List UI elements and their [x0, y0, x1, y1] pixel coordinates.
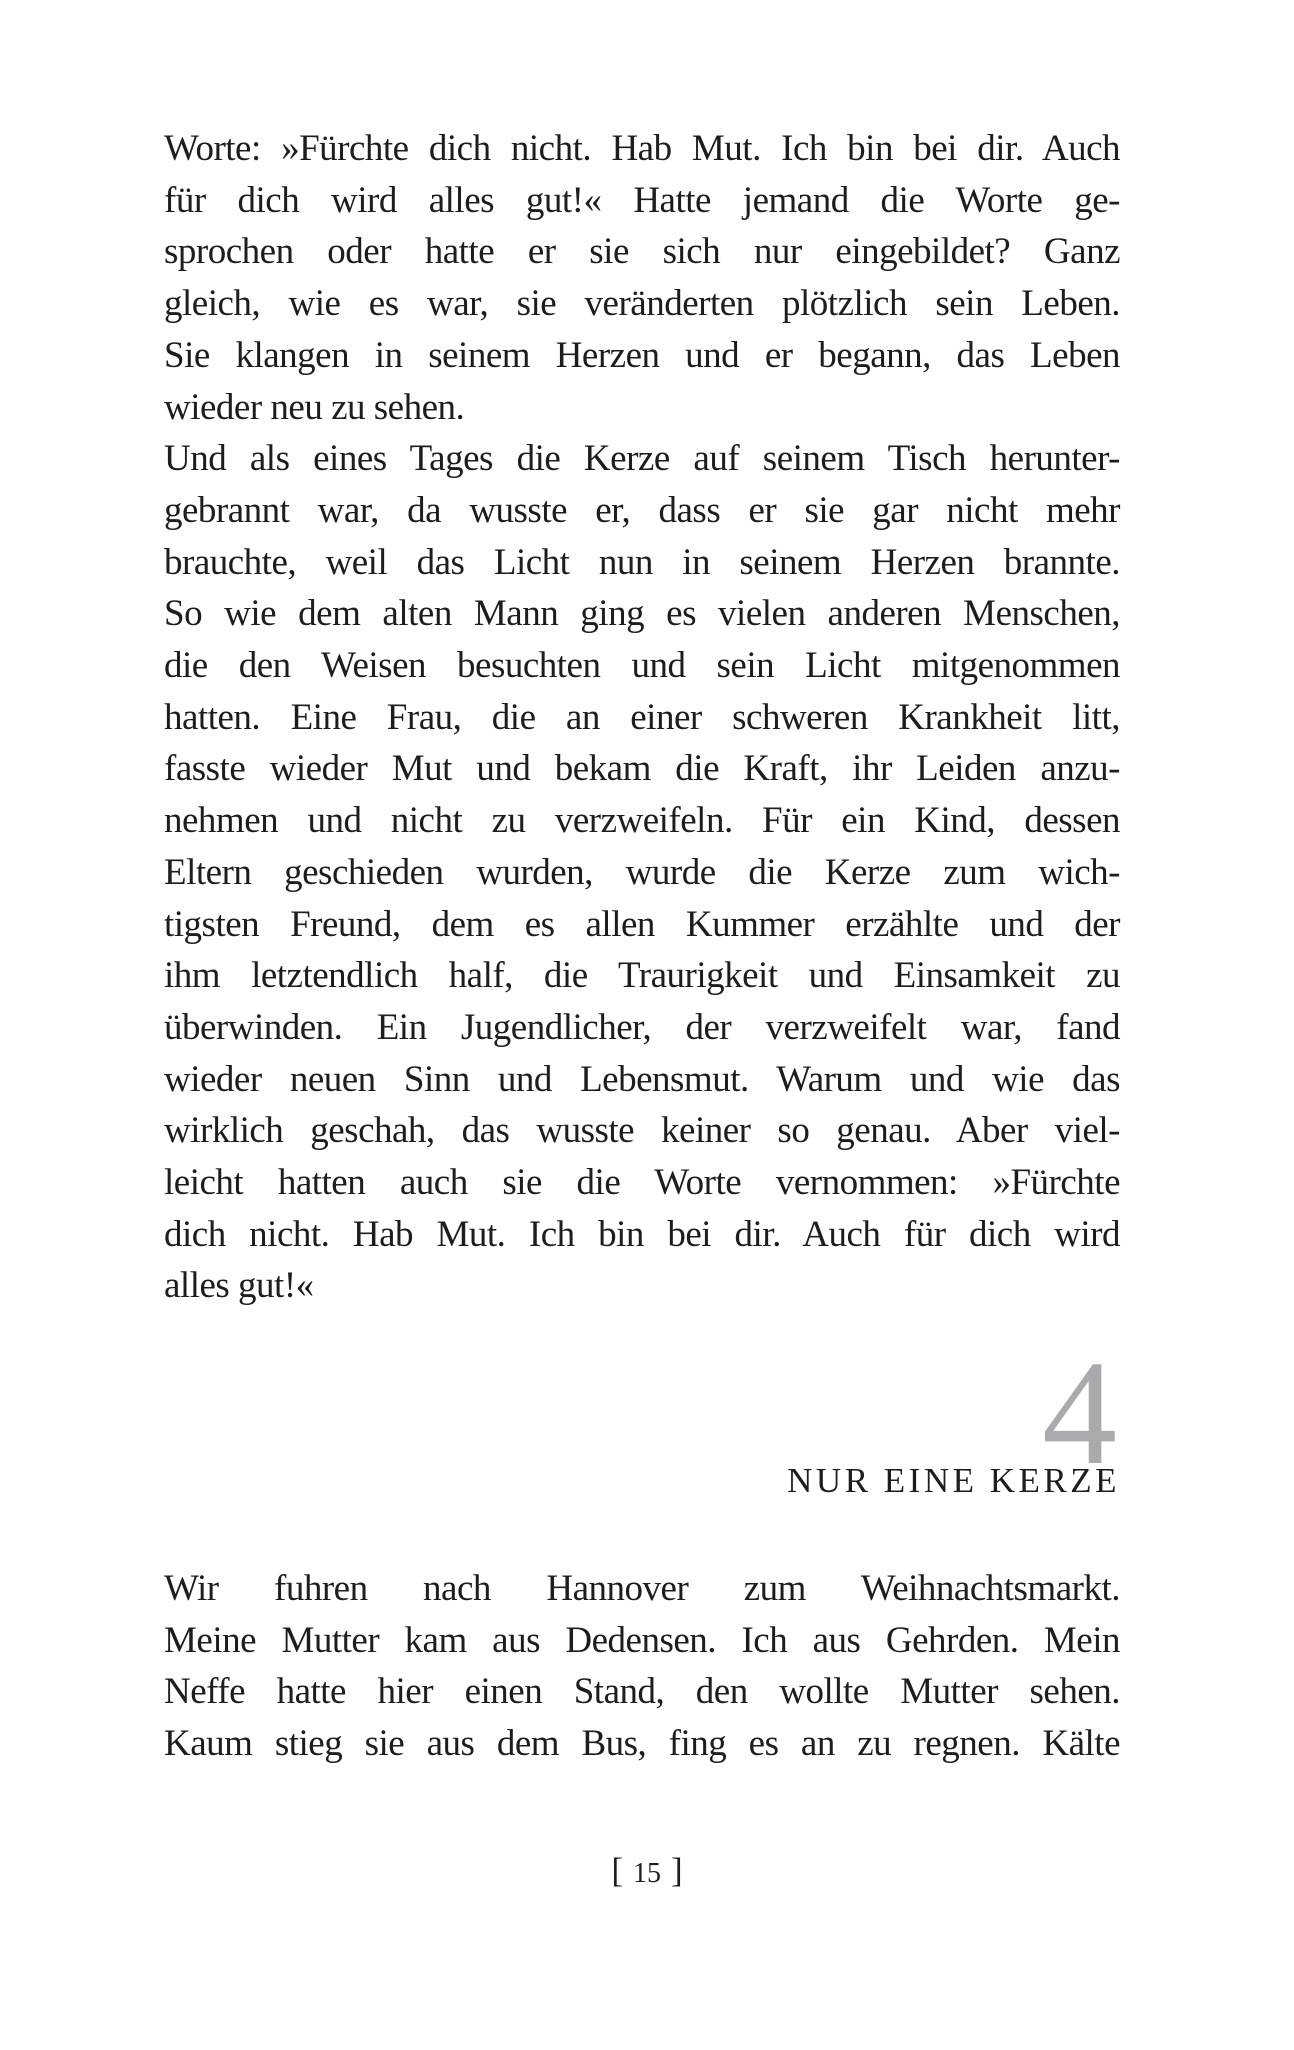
text-line: fasste wieder Mut und bekam die Kraft, ihr Leiden anzu- — [164, 748, 1120, 790]
chapter-opening-text-column — [164, 1563, 1120, 1770]
folio-bracket-close: ] — [671, 1851, 683, 1890]
text-line: nehmen und nicht zu verzweifeln. Für ein Kind, dessen — [164, 800, 1120, 842]
text-line: brauchte, weil das Licht nun in seinem Herzen brannte. — [164, 541, 1120, 583]
text-line: ihm letztendlich half, die Traurigkeit und Einsamkeit zu — [164, 955, 1120, 997]
chapter-number: 4 — [1042, 1330, 1117, 1496]
text-line: Sie klangen in seinem Herzen und er begann, das Leben — [164, 334, 1120, 376]
text-line: hatten. Eine Frau, die an einer schweren Krankheit litt, — [164, 696, 1120, 738]
text-line: sprochen oder hatte er sie sich nur eingebildet? Ganz — [164, 231, 1120, 273]
body-text-column — [164, 123, 1120, 1312]
text-line: Und als eines Tages die Kerze auf seinem Tisch herunter- — [164, 438, 1120, 480]
chapter-title: NUR EINE KERZE — [787, 1461, 1120, 1500]
text-line: So wie dem alten Mann ging es vielen anderen Menschen, — [164, 593, 1120, 635]
folio-bracket-open: [ — [611, 1851, 623, 1890]
text-line: dich nicht. Hab Mut. Ich bin bei dir. Auch für dich wird — [164, 1213, 1120, 1255]
text-line: Meine Mutter kam aus Dedensen. Ich aus Gehrden. Mein — [164, 1619, 1120, 1661]
text-line: Kaum stieg sie aus dem Bus, fing es an zu regnen. Kälte — [164, 1723, 1120, 1765]
text-line: wirklich geschah, das wusste keiner so genau. Aber viel- — [164, 1110, 1120, 1152]
text-line: Wir fuhren nach Hannover zum Weihnachtsmarkt. — [164, 1568, 1120, 1609]
text-line: wieder neuen Sinn und Lebensmut. Warum und wie das — [164, 1058, 1120, 1100]
page-number — [0, 1850, 1294, 1892]
text-line: tigsten Freund, dem es allen Kummer erzählte und der — [164, 903, 1120, 945]
text-line: überwinden. Ein Jugendlicher, der verzweifelt war, fand — [164, 1006, 1120, 1048]
text-line: gebrannt war, da wusste er, dass er sie gar nicht mehr — [164, 489, 1120, 531]
folio-number: 15 — [633, 1858, 661, 1889]
text-line: alles gut!« — [164, 1265, 314, 1307]
text-line: Worte: »Fürchte dich nicht. Hab Mut. Ich bin bei dir. Auch — [164, 128, 1120, 169]
text-line: Eltern geschieden wurden, wurde die Kerze zum wich- — [164, 851, 1120, 893]
text-line: die den Weisen besuchten und sein Licht mitgenommen — [164, 645, 1120, 687]
text-line: leicht hatten auch sie die Worte vernommen: »Fürchte — [164, 1162, 1120, 1204]
text-line: gleich, wie es war, sie veränderten plötzlich sein Leben. — [164, 283, 1120, 325]
text-line: für dich wird alles gut!« Hatte jemand die Worte ge- — [164, 179, 1120, 221]
text-line: Neffe hatte hier einen Stand, den wollte Mutter sehen. — [164, 1671, 1120, 1713]
text-line: wieder neu zu sehen. — [164, 386, 465, 428]
